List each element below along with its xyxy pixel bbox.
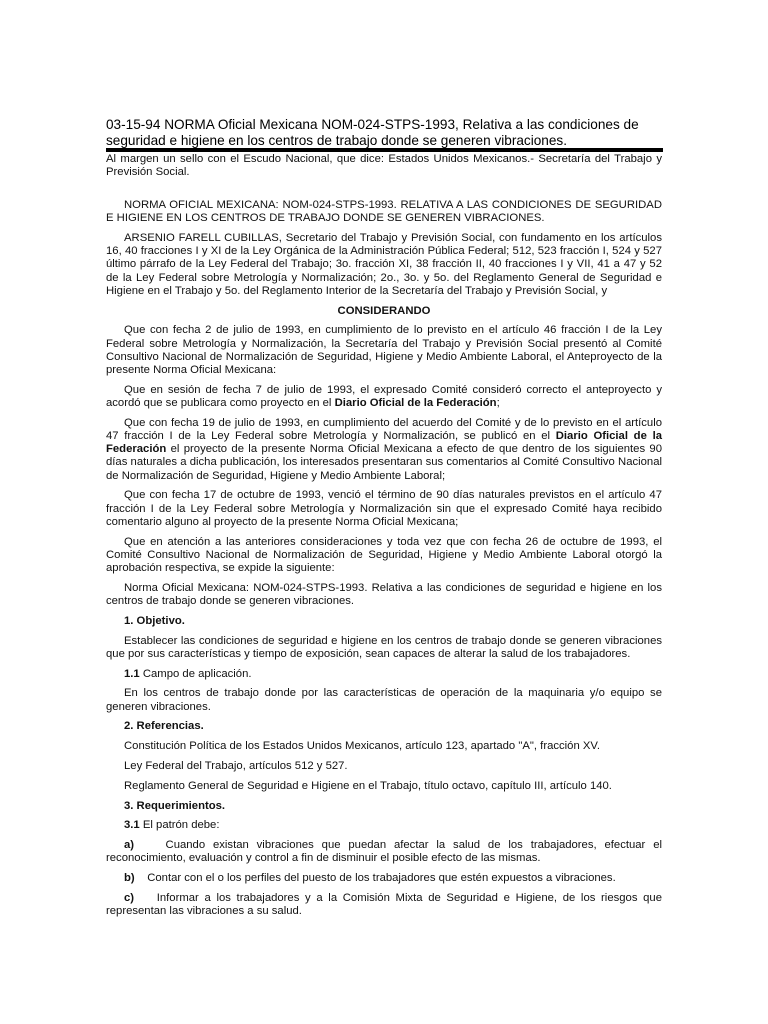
- list-item-b: [106, 872, 662, 885]
- text-segment: el proyecto de la presente Norma Oficial Mexicana a efecto de que dentro de los siguientes 90 días naturales a dicha publicación, los interesados presentaran sus comentarios al Comité Consultivo Nacional de Normalización de Seguridad, Higiene y Medio Ambiente Laboral;: [106, 443, 662, 482]
- paragraph-considerando-4: Que con fecha 17 de octubre de 1993, venció el término de 90 días naturales previstos en el artículo 47 fracción I de la Ley Federal sobre Metrología y Normalización sin que el expresado Comité haya recibido comentario alguno al proyecto de la presente Norma Oficial Mexicana;: [106, 489, 662, 528]
- paragraph-considerando-3: [106, 417, 662, 483]
- paragraph-considerando-2: [106, 384, 662, 410]
- text-bold-diario: Diario Oficial de la Federación: [106, 430, 662, 456]
- document-title: 03-15-94 NORMA Oficial Mexicana NOM-024-STPS-1993, Relativa a las condiciones de seguridad e higiene en los centros de trabajo donde se generen vibraciones.: [106, 117, 639, 148]
- title-underline: [106, 148, 663, 152]
- paragraph-considerando-5: Que en atención a las anteriores consideraciones y toda vez que con fecha 26 de octubre de 1993, el Comité Consultivo Nacional de Normalización de Seguridad, Higiene y Medio Ambiente Laboral otorgó la aprobación respectiva, se expide la siguiente:: [106, 535, 662, 575]
- paragraph-norma-titulo: NORMA OFICIAL MEXICANA: NOM-024-STPS-1993. RELATIVA A LAS CONDICIONES DE SEGURIDAD E HIGIENE EN LOS CENTROS DE TRABAJO DONDE SE GENEREN VIBRACIONES.: [106, 199, 662, 225]
- paragraph-objetivo: Establecer las condiciones de seguridad e higiene en los centros de trabajo donde se generen vibraciones que por sus características y tiempo de exposición, sean capaces de alterar la salud de los trabajadores.: [106, 634, 662, 660]
- section-label: Campo de aplicación.: [139, 667, 252, 680]
- item-label: c): [124, 892, 135, 904]
- spacer: [106, 186, 662, 199]
- heading-requerimientos: 3. Requerimientos.: [124, 799, 226, 812]
- paragraph-arsenio: ARSENIO FARELL CUBILLAS, Secretario del Trabajo y Previsión Social, con fundamento en los artículos 16, 40 fracciones I y XI de la Ley Orgánica de la Administración Pública Federal; 512, 523 fracción I, 524 y 527 último párrafo de la Ley Federal del Trabajo; 3o. fracción XI, 38 fracción II, 40 fracciones I y VII, 41 a 47 y 52 de la Ley Federal sobre Metrología y Normalización; 2o., 3o. y 5o. del Reglamento General de Seguridad e Higiene en el Trabajo y 5o. del Reglamento Interior de la Secretaría del Trabajo y Previsión Social, y: [106, 232, 662, 297]
- paragraph-campo: En los centros de trabajo donde por las características de operación de la maquinaria y/o equipo se generen vibraciones.: [106, 687, 662, 713]
- item-text: Informar a los trabajadores y a la Comisión Mixta de Seguridad e Higiene, de los riesgos que representan las vibraciones a su salud.: [106, 892, 662, 918]
- text-segment: Que en sesión de fecha 7 de julio de 1993, el expresado Comité consideró correcto el anteproyecto y acordó que se publicara como proyecto en el: [106, 383, 662, 410]
- paragraph-considerando-1: Que con fecha 2 de julio de 1993, en cumplimiento de lo previsto en el artículo 46 fracción I de la Ley Federal sobre Metrología y Normalización, la Secretaría del Trabajo y Previsión Social presentó al Comité Consultivo Nacional de Normalización de Seguridad, Higiene y Medio Ambiente Laboral, el Anteproyecto de la presente Norma Oficial Mexicana:: [106, 324, 662, 377]
- text-segment: ;: [496, 397, 500, 410]
- text-bold-diario: Diario Oficial de la Federación: [334, 397, 497, 410]
- paragraph-ref-2: Ley Federal del Trabajo, artículos 512 y 527.: [124, 760, 348, 773]
- item-label: a): [124, 839, 135, 852]
- section-number: 1.1: [124, 667, 140, 680]
- heading-referencias: 2. Referencias.: [124, 720, 204, 733]
- text-segment: Que con fecha 19 de julio de 1993, en cumplimiento del acuerdo del Comité y de lo previsto en el artículo 47 fracción I de la Ley Federal sobre Metrología y Normalización, se publicó en el: [106, 416, 662, 443]
- paragraph-norma: Norma Oficial Mexicana: NOM-024-STPS-1993. Relativa a las condiciones de seguridad e higiene en los centros de trabajo donde se generen vibraciones.: [106, 581, 662, 608]
- list-item-c: [106, 892, 662, 918]
- paragraph-margen: Al margen un sello con el Escudo Nacional, que dice: Estados Unidos Mexicanos.- Secretaría del Trabajo y Previsión Social.: [106, 153, 662, 179]
- section-number: 3.1: [124, 819, 140, 832]
- paragraph-ref-1: Constitución Política de los Estados Unidos Mexicanos, artículo 123, apartado "A", fracción XV.: [124, 740, 601, 753]
- item-text: Contar con el o los perfiles del puesto de los trabajadores que estén expuestos a vibraciones.: [147, 872, 616, 885]
- heading-considerando: CONSIDERANDO: [337, 304, 431, 317]
- section-label: El patrón debe:: [139, 819, 220, 832]
- paragraph-ref-3: Reglamento General de Seguridad e Higiene en el Trabajo, título octavo, capítulo III, artículo 140.: [124, 779, 612, 792]
- item-text: Cuando existan vibraciones que puedan afectar la salud de los trabajadores, efectuar el reconocimiento, evaluación y control a fin de disminuir el posible efecto de las mismas.: [106, 839, 662, 865]
- heading-campo: [106, 668, 662, 681]
- list-item-a: [106, 839, 662, 865]
- heading-patron: [106, 819, 662, 832]
- document-body: [106, 153, 662, 925]
- heading-objetivo: 1. Objetivo.: [124, 614, 185, 627]
- item-label: b): [124, 872, 135, 885]
